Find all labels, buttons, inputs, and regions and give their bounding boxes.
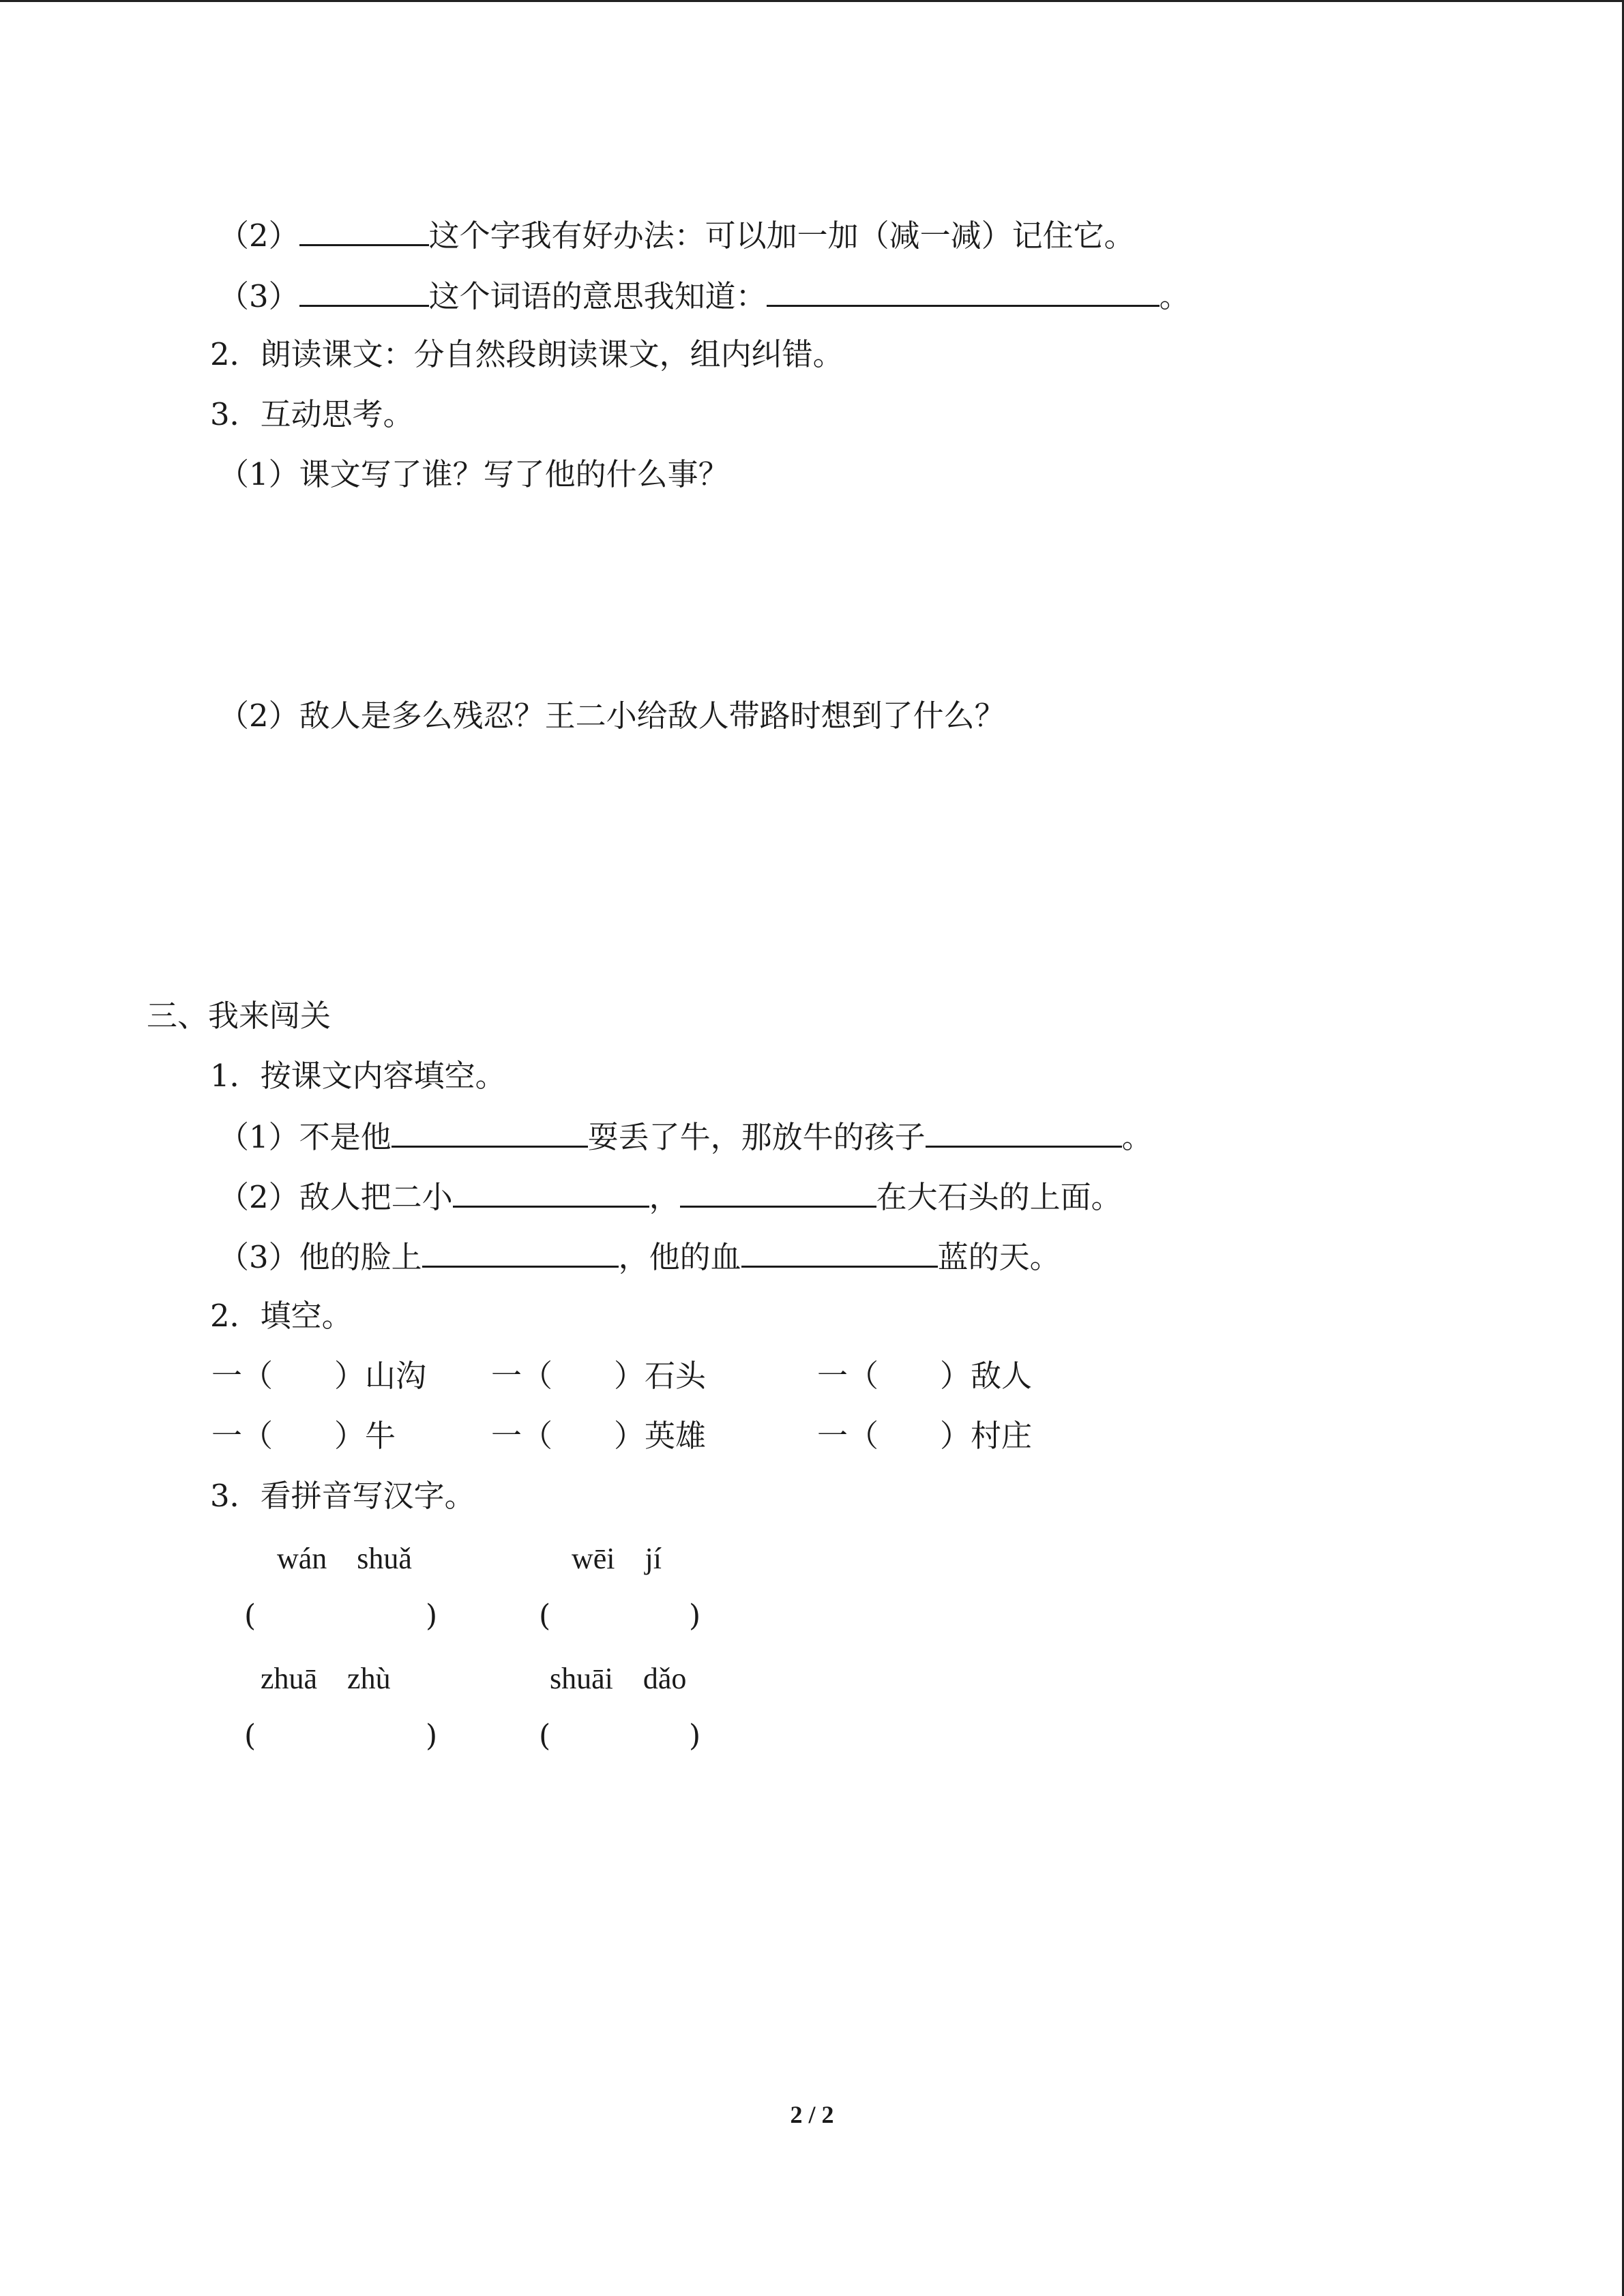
answer-close-paren: )	[689, 1718, 701, 1753]
question-3-2: （2）敌人是多么残忍？王二小给敌人带路时想到了什么？	[218, 698, 1005, 734]
fill-item[interactable]: 一（ ）敌人	[817, 1358, 1033, 1394]
section-title: 三、我来闯关	[147, 998, 331, 1034]
blank[interactable]	[453, 1176, 649, 1208]
pinyin-label: wán shuǎ	[277, 1542, 412, 1575]
answer-close-paren: )	[426, 1718, 438, 1753]
question-2: 2．朗读课文：分自然段朗读课文，组内纠错。	[210, 336, 844, 372]
fill-item[interactable]: 一（ ）石头	[491, 1358, 707, 1394]
s3-question-3: 3．看拼音写汉字。	[210, 1478, 475, 1514]
blank[interactable]	[392, 1116, 588, 1148]
pinyin-label: zhuā zhù	[261, 1662, 391, 1695]
answer-open-paren: (	[539, 1598, 551, 1633]
blank[interactable]	[680, 1176, 876, 1208]
s3-question-1: 1．按课文内容填空。	[210, 1058, 506, 1094]
pinyin-label: shuāi dǎo	[550, 1662, 687, 1695]
s3-question-1-1: （1）不是他 耍丢了牛，那放牛的孩子 。	[218, 1116, 1153, 1158]
s3-question-2: 2．填空。	[210, 1298, 353, 1334]
s3-question-1-3: （3）他的脸上 ，他的血 蓝的天。	[218, 1236, 1061, 1278]
fill-item[interactable]: 一（ ）村庄	[817, 1418, 1033, 1454]
answer-close-paren: )	[426, 1598, 438, 1633]
question-3: 3．互动思考。	[210, 396, 414, 432]
question-3-1: （1）课文写了谁？写了他的什么事？	[218, 456, 729, 492]
s3-question-1-2: （2）敌人把二小 ， 在大石头的上面。	[218, 1176, 1122, 1218]
answer-open-paren: (	[244, 1718, 256, 1753]
answer-close-paren: )	[689, 1598, 701, 1633]
blank[interactable]	[422, 1236, 619, 1268]
fill-item[interactable]: 一（ ）牛	[211, 1418, 396, 1454]
page-number: 2 / 2	[790, 2101, 834, 2128]
pinyin-label: wēi jí	[572, 1542, 662, 1575]
fill-item[interactable]: 一（ ）英雄	[491, 1418, 707, 1454]
blank[interactable]	[299, 275, 429, 307]
answer-open-paren: (	[539, 1718, 551, 1753]
blank[interactable]	[767, 275, 1160, 307]
question-1-3: （3） 这个词语的意思我知道： 。	[218, 275, 1190, 317]
blank[interactable]	[926, 1116, 1122, 1148]
answer-open-paren: (	[244, 1598, 256, 1633]
question-1-2: （2） 这个字我有好办法：可以加一加（减一减）记住它。	[218, 214, 1135, 256]
blank[interactable]	[299, 214, 429, 246]
blank[interactable]	[741, 1236, 938, 1268]
fill-item[interactable]: 一（ ）山沟	[211, 1358, 427, 1394]
top-border	[0, 0, 1624, 2]
